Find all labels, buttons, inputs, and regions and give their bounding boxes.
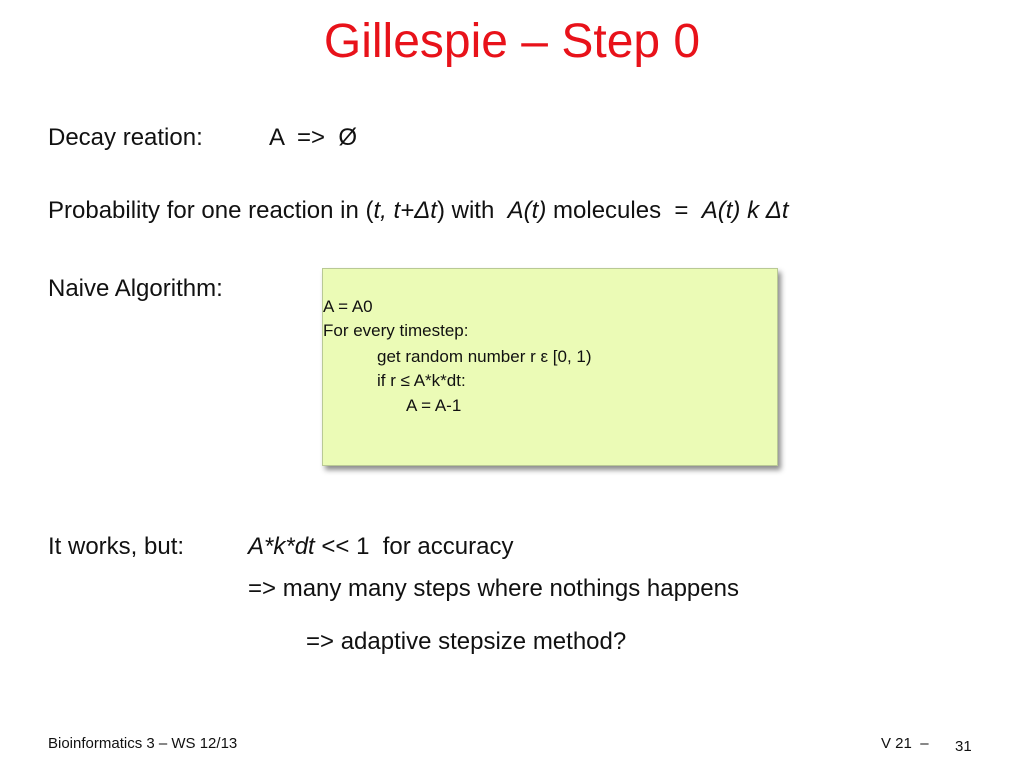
code-line: if r ≤ A*k*dt:: [377, 371, 466, 390]
footer-course: Bioinformatics 3 – WS 12/13: [48, 735, 238, 752]
consequence-line: => many many steps where nothings happens: [248, 575, 739, 602]
algorithm-code-box: [322, 268, 778, 466]
footer-page-number: 31: [955, 738, 972, 755]
probability-result: A(t) k Δt: [701, 197, 789, 224]
code-line: A = A0: [323, 297, 373, 316]
footer-lecture: V 21 –: [881, 735, 929, 752]
slide-title: Gillespie – Step 0: [323, 15, 701, 68]
code-line: For every timestep:: [323, 321, 469, 340]
accuracy-condition: [248, 533, 513, 561]
works-label: It works, but:: [48, 533, 185, 560]
probability-with: with: [451, 197, 495, 224]
accuracy-expression: A*k*dt: [248, 533, 315, 560]
probability-close: ): [436, 197, 445, 224]
probability-At: A(t): [507, 197, 547, 224]
probability-t: t: [373, 197, 381, 224]
probability-t-dt: t+Δt: [393, 197, 437, 224]
probability-statement: [48, 197, 789, 225]
conclusion-line: => adaptive stepsize method?: [306, 628, 627, 655]
probability-prefix: Probability for one reaction in (: [48, 197, 374, 224]
reaction-label: Decay reation:: [48, 124, 203, 151]
probability-comma: ,: [380, 197, 387, 224]
code-line: A = A-1: [406, 396, 462, 415]
accuracy-rest: << 1 for accuracy: [321, 533, 514, 560]
code-line: get random number r ε [0, 1): [377, 347, 592, 366]
reaction-formula: A => Ø: [269, 124, 358, 151]
naive-algorithm-label: Naive Algorithm:: [48, 275, 223, 302]
probability-molecules: molecules =: [553, 197, 689, 224]
